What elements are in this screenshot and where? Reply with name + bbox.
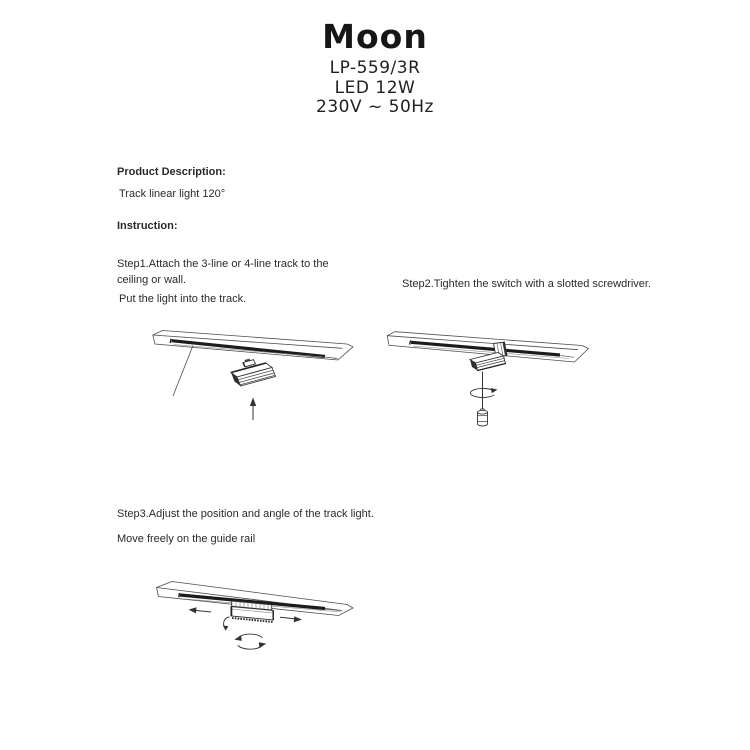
step3-text: Step3.Adjust the position and angle of the track light.	[117, 508, 374, 520]
product-description-text: Track linear light 120°	[119, 188, 226, 200]
light-fixture-illustration	[231, 601, 274, 622]
swivel-arrow-icon	[223, 617, 230, 631]
rotate-icon	[234, 634, 266, 649]
step2-diagram	[385, 325, 615, 440]
product-model: LP-559/3R	[329, 58, 421, 78]
product-voltage: 230V ~ 50Hz	[316, 97, 434, 117]
step3-diagram	[145, 575, 380, 665]
track-leader-line	[173, 346, 193, 397]
step1-line2: ceiling or wall.	[117, 273, 187, 286]
instruction-label: Instruction:	[117, 220, 178, 232]
product-description-label: Product Description:	[117, 166, 226, 178]
step1-diagram	[145, 325, 375, 435]
product-title-block	[0, 17, 750, 118]
light-fixture-illustration	[231, 359, 276, 386]
step3-note: Move freely on the guide rail	[117, 533, 256, 545]
product-power: LED 12W	[334, 77, 416, 98]
insert-arrow-icon	[250, 398, 256, 421]
step1-line1: Step1.Attach the 3-line or 4-line track to the	[117, 258, 329, 270]
step1-note: Put the light into the track.	[119, 293, 247, 305]
slide-right-arrow-icon	[280, 616, 302, 622]
step1-text	[117, 257, 329, 288]
slide-left-arrow-icon	[189, 607, 212, 613]
step2-text: Step2.Tighten the switch with a slotted screwdriver.	[402, 278, 652, 290]
screwdriver-illustration	[470, 372, 497, 427]
product-name: Moon	[322, 17, 428, 56]
